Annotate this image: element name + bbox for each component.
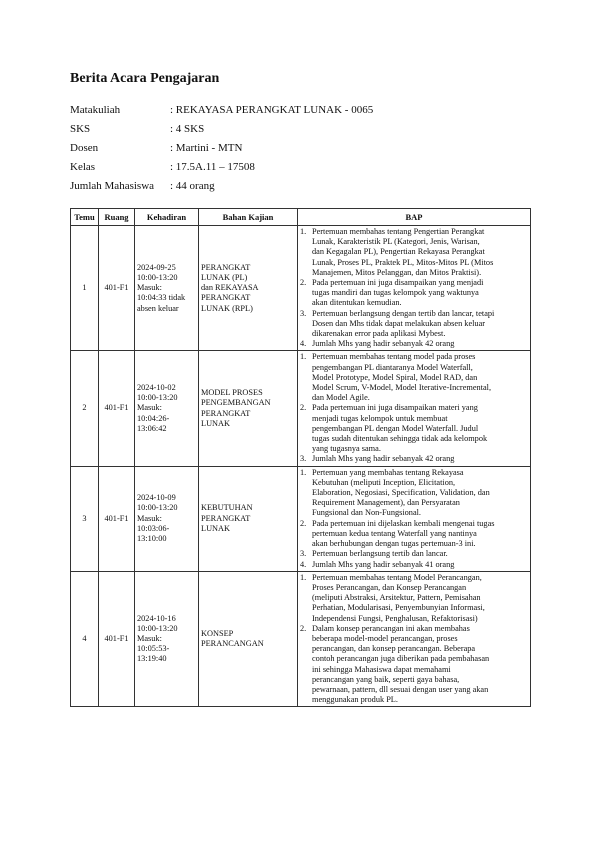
bap-item <box>300 309 528 340</box>
cell-ruang: 401-F1 <box>99 351 135 466</box>
bap-item-number: 1. <box>300 227 307 236</box>
bap-line: ini sehingga Mahasiswa dapat memahami <box>312 664 451 674</box>
cell-temu: 3 <box>71 466 99 571</box>
cell-ruang: 401-F1 <box>99 466 135 571</box>
bap-item <box>300 468 528 519</box>
bap-item <box>300 549 528 559</box>
bap-line: Pada pertemuan ini juga disampaikan yang menjadi <box>312 278 484 288</box>
kehadiran-line: Masuk: <box>137 513 162 523</box>
bap-line: perancangan yang baik, seperti gaya bahasa, <box>312 674 460 684</box>
kehadiran-line: 10:05:53- <box>137 644 170 654</box>
info-label: Jumlah Mahasiswa <box>70 180 155 192</box>
bap-line: yang tugasnya sama. <box>312 444 381 454</box>
bap-item-text <box>312 227 528 278</box>
kehadiran-line: 10:00-13:20 <box>137 393 178 403</box>
bap-item <box>300 227 528 278</box>
bahan-line: MODEL PROSES <box>201 388 263 398</box>
info-row-matakuliah <box>70 101 373 120</box>
cell-kehadiran <box>135 466 199 571</box>
kehadiran-line: 10:04:26- <box>137 413 170 423</box>
bahan-line: LUNAK (RPL) <box>201 303 253 313</box>
bap-line: Jumlah Mhs yang hadir sebanyak 42 orang <box>312 454 455 464</box>
table-body <box>71 226 531 707</box>
bap-line: Requirement Management), dan Persyaratan <box>312 498 460 508</box>
bap-line: Pertemuan berlangsung dengan tertib dan lancar, tetapi <box>312 308 495 318</box>
cell-temu: 1 <box>71 226 99 351</box>
bahan-line: PERANGKAT <box>201 513 251 523</box>
bap-item <box>300 573 528 624</box>
cell-temu: 2 <box>71 351 99 466</box>
kehadiran-line: Masuk: <box>137 633 162 643</box>
bap-list <box>300 573 528 706</box>
bap-line: Elaboration, Negosiasi, Specification, Validation, dan <box>312 488 490 498</box>
bap-item-number: 3. <box>300 454 307 464</box>
bap-item-text <box>312 560 528 570</box>
info-label: Dosen <box>70 142 99 154</box>
table-header-row <box>71 209 531 226</box>
bap-item-text <box>312 519 528 550</box>
bap-line: Pertemuan membahas tentang Pengertian Perangkat <box>312 227 485 236</box>
bap-line: Jumlah Mhs yang hadir sebanyak 41 orang <box>312 559 455 569</box>
header-bap: BAP <box>298 209 531 226</box>
bap-line: dan Kegagalan PL), Pengertian Rekayasa Perangkat <box>312 247 485 257</box>
cell-ruang: 401-F1 <box>99 571 135 707</box>
kehadiran-line: 10:00-13:20 <box>137 503 178 513</box>
bap-item-text <box>312 339 528 349</box>
cell-ruang: 401-F1 <box>99 226 135 351</box>
kehadiran-line: 13:06:42 <box>137 423 167 433</box>
bap-item-number: 1. <box>300 467 307 477</box>
bap-item <box>300 454 528 464</box>
bap-item <box>300 352 528 403</box>
kehadiran-line: 10:00-13:20 <box>137 623 178 633</box>
bap-line: Dosen dan Mhs tidak dapat melakukan absen keluar <box>312 318 486 328</box>
bap-line: Independensi Fungsi, Penghalusan, Refaktorisasi) <box>312 613 478 623</box>
cell-kehadiran <box>135 351 199 466</box>
bap-item-number: 3. <box>300 549 307 559</box>
bap-item-text <box>312 309 528 340</box>
kehadiran-line: 2024-09-25 <box>137 262 176 272</box>
table-row <box>71 466 531 571</box>
cell-bap <box>298 466 531 571</box>
info-label: Matakuliah <box>70 104 121 116</box>
bap-item-number: 4. <box>300 339 307 349</box>
bap-line: dan Model Agile. <box>312 393 370 403</box>
bap-item <box>300 339 528 349</box>
table-row <box>71 226 531 351</box>
cell-bap <box>298 571 531 707</box>
bap-line: Kebutuhan (meliputi Inception, Elicitation, <box>312 477 456 487</box>
bap-line: pertemuan kedua tentang Waterfall yang nantinya <box>312 528 477 538</box>
kehadiran-line: Masuk: <box>137 283 162 293</box>
bap-line: menggunakan produk PL. <box>312 695 398 705</box>
bahan-line: LUNAK <box>201 523 231 533</box>
bap-line: beberapa model-model perancangan, proses <box>312 633 458 643</box>
course-info <box>70 101 373 196</box>
kehadiran-line: 13:19:40 <box>137 654 167 664</box>
bap-item <box>300 403 528 454</box>
bap-line: pengembangan PL dengan Model Waterfall. Judul <box>312 423 479 433</box>
bap-item <box>300 278 528 309</box>
bahan-line: PERANCANGAN <box>201 639 264 649</box>
bap-line: akan berhubungan dengan tugas pertemuan-3 ini. <box>312 539 476 549</box>
bap-line: Proses Perancangan, dan Konsep Perancangan <box>312 582 467 592</box>
bahan-line: LUNAK <box>201 418 231 428</box>
kehadiran-line: 2024-10-02 <box>137 383 176 393</box>
bap-line: Pertemuan membahas tentang Model Perancangan, <box>312 572 482 582</box>
bap-line: Perhatian, Modularisasi, Penyembunyian Informasi, <box>312 603 485 613</box>
bap-line: dikarenakan error pada aplikasi Mybest. <box>312 329 446 339</box>
bahan-line: PERANGKAT <box>201 293 251 303</box>
cell-bap <box>298 226 531 351</box>
info-row-dosen <box>70 139 373 158</box>
bap-line: Jumlah Mhs yang hadir sebanyak 42 orang <box>312 339 455 349</box>
bap-line: pewarnaan, pattern, dll sesuai dengan user yang akan <box>312 684 489 694</box>
table-row <box>71 351 531 466</box>
cell-bap <box>298 351 531 466</box>
header-kehadiran: Kehadiran <box>135 209 199 226</box>
info-value: : 17.5A.11 – 17508 <box>170 161 255 173</box>
bap-line: Dalam konsep perancangan ini akan membahas <box>312 623 470 633</box>
cell-kehadiran <box>135 571 199 707</box>
cell-bahan-kajian <box>199 571 298 707</box>
bap-line: Lunak, Proses PL, Praktek PL, Mitos-Mitos PL (Mitos <box>312 257 494 267</box>
bap-item-number: 2. <box>300 518 307 528</box>
bap-item-number: 2. <box>300 278 307 288</box>
header-ruang: Ruang <box>99 209 135 226</box>
bap-line: (meliputi Abstraksi, Arsitektur, Pattern, Pemisahan <box>312 593 481 603</box>
info-label: Kelas <box>70 161 96 173</box>
bap-item-number: 1. <box>300 572 307 582</box>
bap-item-text <box>312 454 528 464</box>
bap-line: Manajemen, Mitos Pelanggan, dan Mitos Praktisi). <box>312 267 482 277</box>
info-value: : Martini - MTN <box>170 142 243 154</box>
bap-line: Pada pertemuan ini dijelaskan kembali mengenai tugas <box>312 518 495 528</box>
bap-line: tugas sudah ditentukan sehingga tidak ada kelompok <box>312 434 488 444</box>
info-row-sks <box>70 120 373 139</box>
bap-item-number: 1. <box>300 352 307 362</box>
cell-bahan-kajian <box>199 351 298 466</box>
bap-list <box>300 227 528 349</box>
bap-item-number: 4. <box>300 559 307 569</box>
table-row <box>71 571 531 707</box>
bap-table <box>70 208 531 707</box>
bap-line: Pertemuan berlangsung tertib dan lancar. <box>312 549 448 559</box>
bap-item-number: 2. <box>300 623 307 633</box>
kehadiran-line: 10:04:33 tidak <box>137 293 186 303</box>
kehadiran-line: 10:00-13:20 <box>137 272 178 282</box>
bap-item <box>300 519 528 550</box>
info-value: : 44 orang <box>170 180 215 192</box>
kehadiran-line: Masuk: <box>137 403 162 413</box>
cell-bahan-kajian <box>199 226 298 351</box>
bahan-line: LUNAK (PL) <box>201 272 248 282</box>
bap-item-text <box>312 403 528 454</box>
bahan-line: PERANGKAT <box>201 262 251 272</box>
bap-line: Fungsional dan Non-Fungsional. <box>312 508 422 518</box>
info-label: SKS <box>70 123 91 135</box>
kehadiran-line: 2024-10-16 <box>137 613 176 623</box>
header-bahan-kajian: Bahan Kajian <box>199 209 298 226</box>
bap-item <box>300 624 528 706</box>
bap-item-text <box>312 278 528 309</box>
bap-item-text <box>312 468 528 519</box>
bap-line: Pada pertemuan ini juga disampaikan materi yang <box>312 403 478 413</box>
info-value: : 4 SKS <box>170 123 205 135</box>
info-row-kelas <box>70 158 373 177</box>
bap-item-number: 3. <box>300 308 307 318</box>
cell-kehadiran <box>135 226 199 351</box>
bap-line: Model Scrum, V-Model, Model Iterative-Incremental, <box>312 383 492 393</box>
bap-line: contoh perancangan juga diberikan pada pembahasan <box>312 654 490 664</box>
bap-line: perancangan, dan konsep perancangan. Beberapa <box>312 644 476 654</box>
bahan-line: PENGEMBANGAN <box>201 398 271 408</box>
bap-list <box>300 468 528 570</box>
bap-item-number: 2. <box>300 403 307 413</box>
bap-line: menjadi tugas kelompok untuk membuat <box>312 413 448 423</box>
kehadiran-line: absen keluar <box>137 303 179 313</box>
kehadiran-line: 13:10:00 <box>137 533 167 543</box>
info-value: : REKAYASA PERANGKAT LUNAK - 0065 <box>170 104 374 116</box>
bahan-line: KONSEP <box>201 628 234 638</box>
bahan-line: dan REKAYASA <box>201 283 259 293</box>
bap-line: Lunak, Karakteristik PL (Kategori, Jenis, Warisan, <box>312 237 480 247</box>
cell-temu: 4 <box>71 571 99 707</box>
bap-line: tugas mandiri dan tugas kelompok yang waktunya <box>312 288 479 298</box>
kehadiran-line: 2024-10-09 <box>137 493 176 503</box>
bap-line: Pertemuan yang membahas tentang Rekayasa <box>312 467 464 477</box>
kehadiran-line: 10:03:06- <box>137 523 170 533</box>
bap-line: akan ditentukan kemudian. <box>312 298 402 308</box>
bap-item-text <box>312 549 528 559</box>
bap-item <box>300 560 528 570</box>
bap-line: pengembangan PL diantaranya Model Waterfall, <box>312 362 473 372</box>
bap-item-text <box>312 624 528 706</box>
info-row-jumlah-mahasiswa <box>70 177 373 196</box>
bap-line: Pertemuan membahas tentang model pada proses <box>312 352 476 362</box>
bap-item-text <box>312 573 528 624</box>
bahan-line: PERANGKAT <box>201 408 251 418</box>
bahan-line: KEBUTUHAN <box>201 503 253 513</box>
header-temu: Temu <box>71 209 99 226</box>
cell-bahan-kajian <box>199 466 298 571</box>
page-title: Berita Acara Pengajaran <box>70 71 220 86</box>
bap-list <box>300 352 528 464</box>
bap-line: Model Prototype, Model Spiral, Model RAD, dan <box>312 372 478 382</box>
bap-item-text <box>312 352 528 403</box>
